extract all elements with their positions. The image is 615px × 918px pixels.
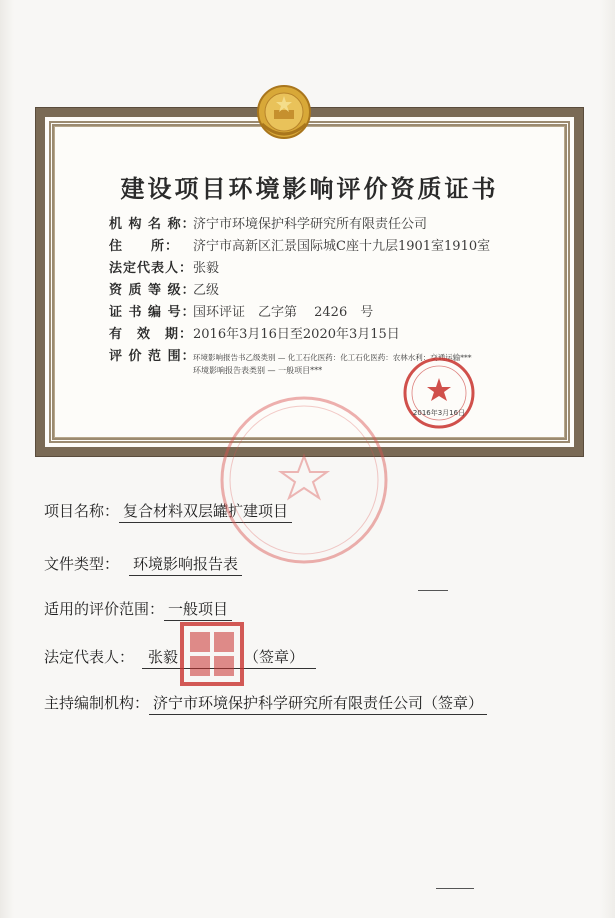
cert-label: 机 构 名 称： xyxy=(109,217,196,232)
scope-label: 适用的评价范围： xyxy=(44,600,165,618)
cert-value: 张毅 xyxy=(193,261,220,276)
cert-label: 法定代表人： xyxy=(109,261,194,276)
project-value: 复合材料双层罐扩建项目 xyxy=(119,500,292,523)
cert-value: 环境影响报告书乙级类别 — 化工石化医药：化工石化医药：农林水利：交通运输*** xyxy=(193,353,472,362)
org-value: 济宁市环境保护科学研究所有限责任公司（签章） xyxy=(149,692,487,715)
cert-value: 济宁市环境保护科学研究所有限责任公司 xyxy=(193,217,428,232)
rep-seal-note: （签章） xyxy=(244,648,305,666)
cert-value: 乙级 xyxy=(193,283,220,298)
certificate-seal-icon xyxy=(402,356,476,430)
certificate-title: 建设项目环境影响评价资质证书 xyxy=(120,174,499,203)
cert-row-grade xyxy=(109,279,219,298)
seal-date: 2016年3月16日 xyxy=(412,409,466,417)
cert-label: 证 书 编 号： xyxy=(109,305,196,320)
scope-value: 一般项目 xyxy=(164,598,232,621)
cert-value: 济宁市高新区汇景国际城C座十九层1901室1910室 xyxy=(193,239,491,254)
cert-label: 资 质 等 级： xyxy=(109,283,196,298)
cert-label: 有 效 期： xyxy=(109,327,194,342)
cert-value: 2016年3月16日至2020年3月15日 xyxy=(193,327,400,342)
field-file-type xyxy=(44,553,242,576)
divider xyxy=(418,590,448,591)
divider xyxy=(436,888,474,889)
filetype-label: 文件类型： xyxy=(44,555,120,573)
cert-row-org-name xyxy=(109,213,427,232)
personal-seal-icon xyxy=(178,620,246,688)
cert-label: 评 价 范 围： xyxy=(109,349,196,364)
company-stamp-icon xyxy=(216,392,392,568)
field-organization xyxy=(44,692,487,715)
cert-label: 住 所： xyxy=(109,239,180,254)
cert-row-number xyxy=(109,301,373,320)
cert-value: 环境影响报告表类别 — 一般项目*** xyxy=(193,366,323,375)
cert-row-validity xyxy=(109,323,400,342)
rep-label: 法定代表人： xyxy=(44,648,135,666)
cert-value: 国环评证 乙字第 2426 号 xyxy=(193,305,374,320)
org-label: 主持编制机构： xyxy=(44,694,150,712)
filetype-value: 环境影响报告表 xyxy=(129,553,242,576)
cert-row-legal-rep xyxy=(109,257,219,276)
project-label: 项目名称： xyxy=(44,502,120,520)
national-emblem-icon xyxy=(254,84,314,142)
cert-row-address xyxy=(109,235,490,254)
rep-value: 张毅 xyxy=(148,648,179,666)
field-scope xyxy=(44,598,232,621)
cert-row-scope-line2 xyxy=(193,365,322,376)
